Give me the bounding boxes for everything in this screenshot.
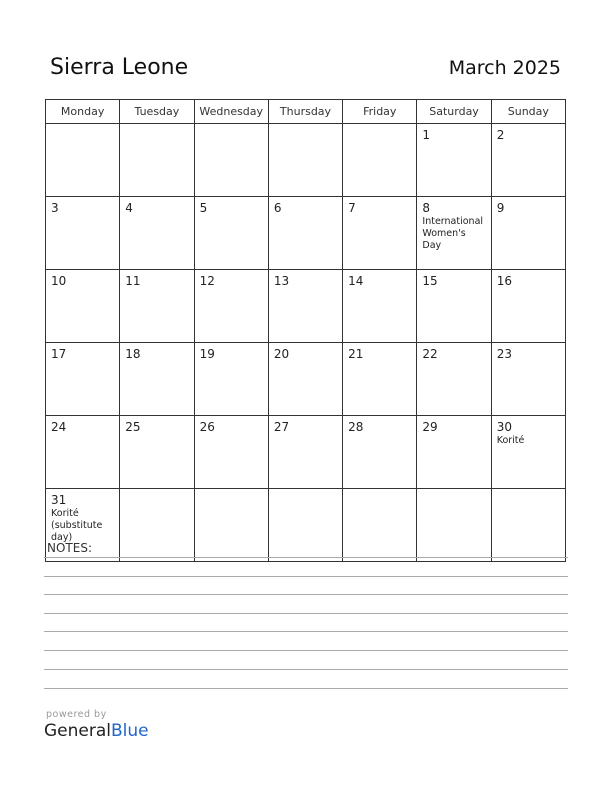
- note-line: [44, 688, 568, 689]
- day-cell: [194, 489, 268, 562]
- day-number: 6: [273, 201, 282, 215]
- weekday-header-row: [46, 100, 566, 124]
- day-number: 15: [422, 274, 438, 288]
- day-cell: [417, 489, 491, 562]
- brand-name-part2: Blue: [111, 721, 149, 741]
- weekday-header: Wednesday: [194, 100, 268, 124]
- day-cell: [194, 124, 268, 197]
- month-title: March 2025: [448, 57, 561, 79]
- brand-name-part1: General: [44, 721, 111, 741]
- week-row: [46, 124, 566, 197]
- day-number: 7: [348, 201, 356, 215]
- note-line: [44, 594, 568, 595]
- day-number: 13: [273, 274, 290, 288]
- note-line: [44, 631, 568, 632]
- note-line: [44, 669, 568, 670]
- day-cell: [491, 416, 565, 489]
- day-number: 8: [422, 201, 431, 215]
- country-title: Sierra Leone: [50, 55, 189, 80]
- day-cell: [46, 343, 120, 416]
- day-number: 25: [125, 420, 141, 434]
- day-cell: [417, 416, 491, 489]
- day-cell: [268, 124, 342, 197]
- week-row: [46, 343, 566, 416]
- note-line: [44, 576, 568, 577]
- day-cell: [268, 343, 342, 416]
- day-number: 10: [51, 274, 67, 288]
- day-number: 2: [496, 128, 505, 142]
- day-cell: [194, 197, 268, 270]
- notes-label: NOTES:: [47, 541, 92, 555]
- day-cell: [120, 124, 194, 197]
- week-row: [46, 416, 566, 489]
- day-cell: [46, 197, 120, 270]
- holiday-label: Korité (substitute day): [51, 508, 103, 543]
- holiday-label: International Women's Day: [422, 216, 484, 251]
- day-cell: [417, 343, 491, 416]
- day-cell: [120, 343, 194, 416]
- note-line: [44, 557, 568, 558]
- day-cell: [417, 124, 491, 197]
- day-cell: [343, 270, 417, 343]
- day-number: 30: [496, 420, 512, 434]
- day-number: 20: [273, 347, 290, 361]
- holiday-label: Korité: [496, 435, 525, 446]
- day-cell: [46, 124, 120, 197]
- day-number: 9: [496, 201, 505, 215]
- day-number: 26: [199, 420, 215, 434]
- weekday-header: Thursday: [268, 100, 342, 124]
- day-cell: [343, 197, 417, 270]
- day-number: 18: [125, 347, 141, 361]
- day-number: 16: [496, 274, 512, 288]
- day-cell: [343, 416, 417, 489]
- day-number: 19: [199, 347, 215, 361]
- day-number: 22: [422, 347, 438, 361]
- day-number: 3: [51, 201, 59, 215]
- day-cell: [491, 124, 565, 197]
- day-cell: [491, 489, 565, 562]
- calendar-grid: [45, 99, 566, 562]
- day-cell: [268, 197, 342, 270]
- day-cell: [268, 270, 342, 343]
- day-number: 31: [51, 493, 67, 507]
- day-cell: [46, 416, 120, 489]
- day-cell: [417, 270, 491, 343]
- day-cell: [343, 124, 417, 197]
- day-cell: [120, 489, 194, 562]
- day-number: 23: [496, 347, 512, 361]
- day-cell: [120, 416, 194, 489]
- day-number: 14: [348, 274, 364, 288]
- day-cell: [343, 343, 417, 416]
- day-cell: [491, 197, 565, 270]
- week-row: [46, 197, 566, 270]
- day-number: 11: [125, 274, 141, 288]
- day-cell: [268, 489, 342, 562]
- brand-logo[interactable]: [44, 721, 149, 741]
- weekday-header: Saturday: [417, 100, 491, 124]
- day-cell: [120, 197, 194, 270]
- day-cell: [491, 343, 565, 416]
- day-cell: [268, 416, 342, 489]
- day-number: 29: [422, 420, 438, 434]
- day-cell: [194, 343, 268, 416]
- day-cell: [194, 270, 268, 343]
- weekday-header: Sunday: [491, 100, 565, 124]
- day-cell: [417, 197, 491, 270]
- day-number: 1: [422, 128, 431, 142]
- note-line: [44, 650, 568, 651]
- day-number: 28: [348, 420, 364, 434]
- weekday-header: Monday: [46, 100, 120, 124]
- day-number: 17: [51, 347, 67, 361]
- week-row: [46, 489, 566, 562]
- weekday-header: Tuesday: [120, 100, 194, 124]
- day-cell: [120, 270, 194, 343]
- day-cell: [343, 489, 417, 562]
- week-row: [46, 270, 566, 343]
- day-number: 4: [125, 201, 133, 215]
- note-line: [44, 613, 568, 614]
- day-number: 5: [199, 201, 208, 215]
- day-number: 27: [273, 420, 290, 434]
- day-cell: [194, 416, 268, 489]
- day-number: 21: [348, 347, 364, 361]
- day-number: 12: [199, 274, 215, 288]
- weekday-header: Friday: [343, 100, 417, 124]
- day-cell: [491, 270, 565, 343]
- day-number: 24: [51, 420, 67, 434]
- powered-by-text: powered by: [46, 709, 107, 720]
- day-cell: [46, 270, 120, 343]
